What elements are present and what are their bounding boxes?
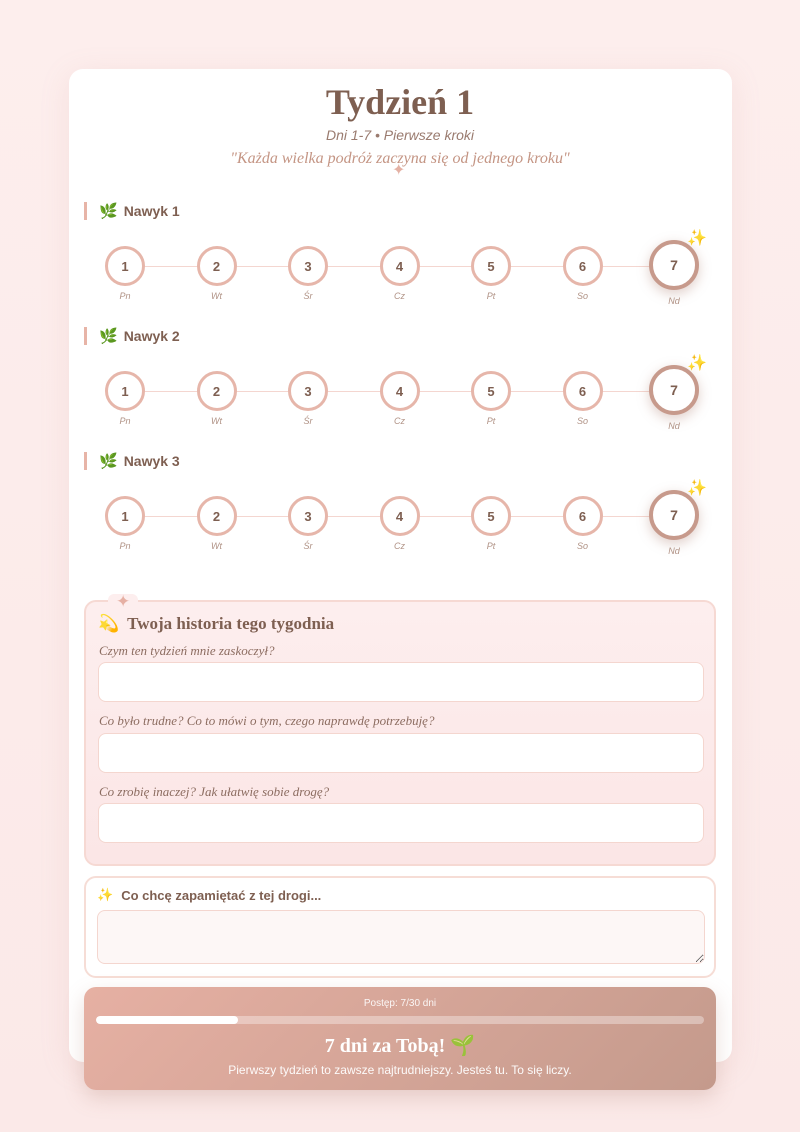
day-cell [197, 496, 237, 556]
day-checkbox[interactable]: 7 [649, 365, 699, 415]
answer-field-1[interactable] [98, 662, 704, 702]
day-label: Śr [303, 291, 313, 301]
sparkles-icon: ✨ [97, 887, 114, 902]
day-checkbox[interactable]: 1 [105, 246, 145, 286]
day-label: So [576, 416, 588, 426]
habit-tracker-1 [0, 230, 800, 306]
habit-heading-2 [84, 327, 180, 345]
day-checkbox[interactable]: 4 [380, 246, 420, 286]
leaf-icon: 🌿 [99, 203, 118, 220]
star-sparkle-icon: ✦ [392, 162, 406, 179]
habit-name: Nawyk 1 [123, 203, 180, 219]
day-label: Cz [394, 416, 405, 426]
day-label: Śr [303, 541, 313, 551]
remember-title [97, 887, 321, 903]
day-cell [105, 371, 145, 431]
day-checkbox[interactable]: 6 [563, 246, 603, 286]
day-label: So [576, 541, 588, 551]
leaf-icon: 🌿 [99, 328, 118, 345]
page-subtitle: Dni 1-7 • Pierwsze kroki [325, 127, 475, 143]
day-label: Pt [486, 541, 496, 551]
day-label: Cz [394, 291, 405, 301]
progress-bar-fill [96, 1016, 238, 1024]
day-label: Pt [486, 416, 496, 426]
day-cell [105, 496, 145, 556]
day-checkbox[interactable]: 5 [471, 246, 511, 286]
day-checkbox[interactable]: 4 [380, 496, 420, 536]
day-checkbox[interactable]: 2 [197, 496, 237, 536]
page-title: Tydzień 1 [325, 82, 475, 122]
day-label: Śr [303, 416, 313, 426]
habit-name: Nawyk 2 [123, 328, 180, 344]
day-checkbox[interactable]: 4 [380, 371, 420, 411]
day-label: Pn [119, 541, 131, 551]
remember-textarea[interactable] [97, 910, 705, 964]
day-label: Nd [668, 421, 680, 431]
day-label: Pn [119, 416, 131, 426]
day-cell [197, 371, 237, 431]
day-checkbox[interactable]: 7 [649, 240, 699, 290]
story-title-text: Twoja historia tego tygodnia [127, 614, 335, 633]
day-cell [105, 246, 145, 306]
answer-field-3[interactable] [98, 803, 704, 843]
sparkles-icon: ✨ [687, 355, 707, 372]
habit-heading-3 [84, 452, 180, 470]
day-cell [288, 371, 328, 431]
day-label: Wt [211, 291, 222, 301]
leaf-icon: 🌿 [99, 453, 118, 470]
day-label: Nd [668, 296, 680, 306]
day-cell [649, 480, 707, 556]
question-label-3: Co zrobię inaczej? Jak ułatwię sobie drogę? [99, 784, 330, 799]
day-cell [197, 246, 237, 306]
day-label: Pn [119, 291, 131, 301]
day-cell [471, 246, 511, 306]
question-label-1: Czym ten tydzień mnie zaskoczył? [99, 643, 275, 658]
day-label: Wt [211, 416, 222, 426]
motivation-text: Pierwszy tydzień to zawsze najtrudniejszy. Jesteś tu. To się liczy. [228, 1063, 572, 1077]
day-checkbox[interactable]: 5 [471, 496, 511, 536]
star-sparkle-icon: ✦ [116, 592, 131, 611]
day-checkbox[interactable]: 6 [563, 371, 603, 411]
weekly-story-panel [84, 592, 716, 866]
day-label: Nd [668, 546, 680, 556]
day-checkbox[interactable]: 5 [471, 371, 511, 411]
habit-heading-1 [84, 202, 180, 220]
day-label: So [576, 291, 588, 301]
day-checkbox[interactable]: 1 [105, 371, 145, 411]
question-label-2: Co było trudne? Co to mówi o tym, czego naprawdę potrzebuję? [99, 713, 435, 728]
day-label: Pt [486, 291, 496, 301]
day-cell [471, 496, 511, 556]
sparkles-icon: ✨ [687, 230, 707, 247]
day-cell [380, 371, 420, 431]
day-checkbox[interactable]: 2 [197, 371, 237, 411]
day-cell [649, 355, 707, 431]
sparkles-icon: ✨ [687, 480, 707, 497]
day-checkbox[interactable]: 3 [288, 371, 328, 411]
remember-title-text: Co chcę zapamiętać z tej drogi... [121, 887, 322, 903]
day-cell [288, 496, 328, 556]
habit-name: Nawyk 3 [123, 453, 180, 469]
habit-tracker-3 [0, 480, 800, 556]
day-checkbox[interactable]: 1 [105, 496, 145, 536]
dizzy-icon: 💫 [98, 614, 120, 633]
day-checkbox[interactable]: 2 [197, 246, 237, 286]
answer-field-2[interactable] [98, 733, 704, 773]
day-checkbox[interactable]: 3 [288, 246, 328, 286]
day-cell [471, 371, 511, 431]
day-label: Wt [211, 541, 222, 551]
quote: "Każda wielka podróż zaczyna się od jednego kroku" [230, 150, 570, 167]
day-checkbox[interactable]: 7 [649, 490, 699, 540]
habit-tracker-2 [0, 355, 800, 431]
day-checkbox[interactable]: 6 [563, 496, 603, 536]
progress-bar [96, 1016, 704, 1024]
day-cell [563, 496, 603, 556]
progress-label: Postęp: 7/30 dni [363, 998, 437, 1009]
progress-panel [84, 987, 716, 1090]
day-cell [288, 246, 328, 306]
day-checkbox[interactable]: 3 [288, 496, 328, 536]
story-title [98, 614, 334, 634]
remember-panel [84, 876, 716, 978]
day-label: Cz [394, 541, 405, 551]
day-cell [380, 246, 420, 306]
day-cell [563, 246, 603, 306]
day-cell [380, 496, 420, 556]
days-completed-title: 7 dni za Tobą! 🌱 [324, 1035, 476, 1057]
day-cell [563, 371, 603, 431]
day-cell [649, 230, 707, 306]
